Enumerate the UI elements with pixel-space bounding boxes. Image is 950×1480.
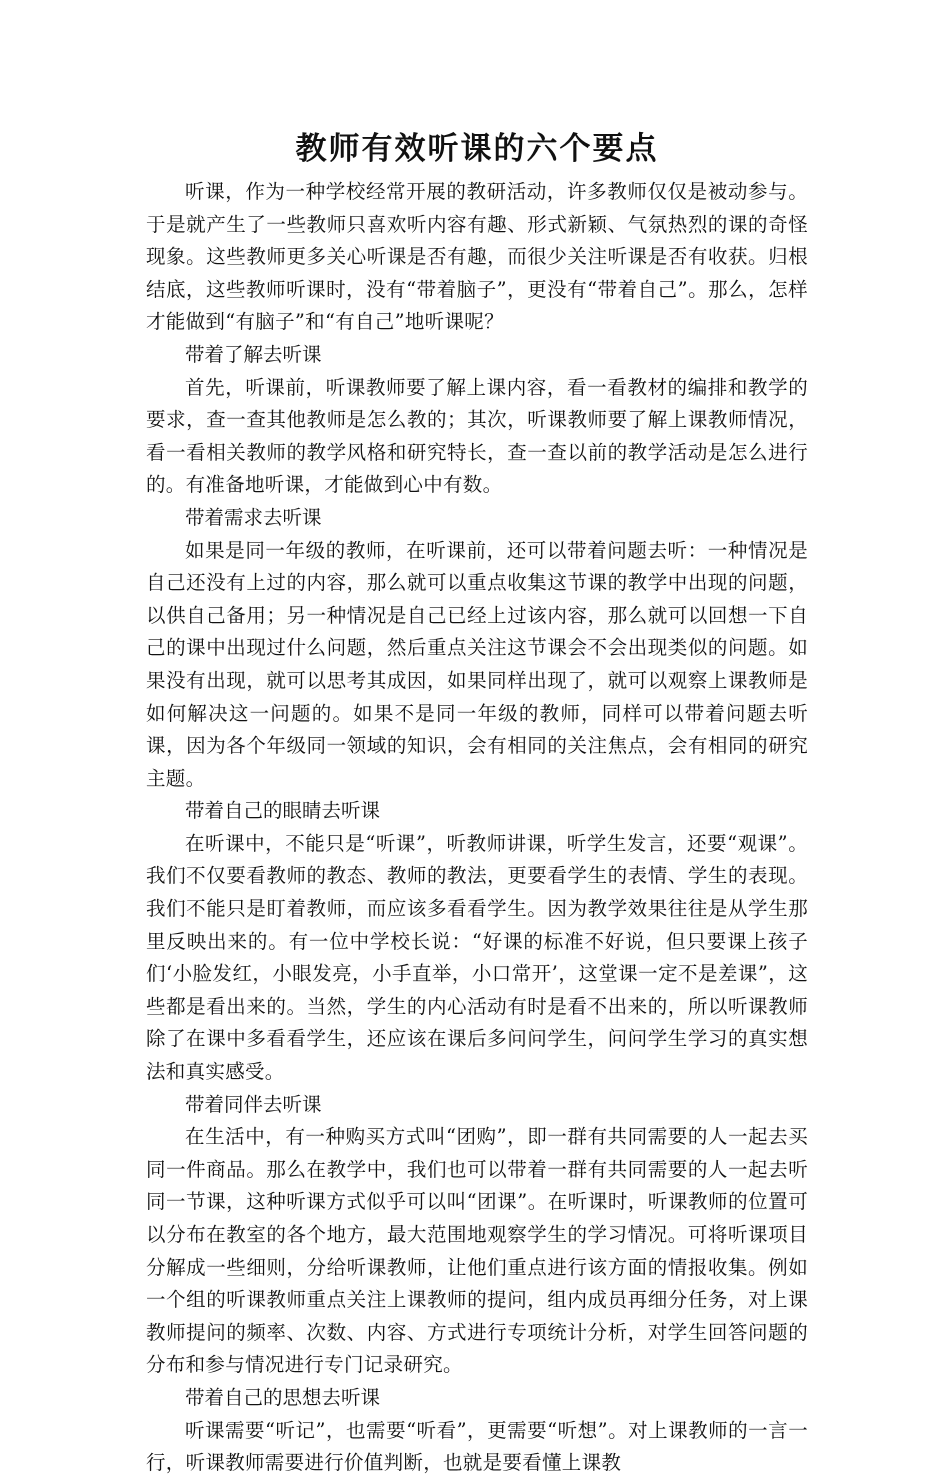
section-heading: 带着自己的眼睛去听课: [185, 799, 381, 823]
section-paragraph: 首先，听课前，听课教师要了解上课内容，看一看教材的编排和教学的要求，查一查其他教师是怎么教的；其次，听课教师要了解上课教师情况，看一看相关教师的教学风格和研究特长，查一查以前的教学活动是怎么进行的。有准备地听课，才能做到心中有数。: [146, 375, 808, 497]
section-heading: 带着自己的思想去听课: [185, 1385, 381, 1409]
section-heading: 带着需求去听课: [185, 505, 322, 529]
section-paragraph: 在生活中，有一种购买方式叫“团购”，即一群有共同需要的人一起去买同一件商品。那么在教学中，我们也可以带着一群有共同需要的人一起去听同一节课，这种听课方式似乎可以叫“团课”。在听课时，听课教师的位置可以分布在教室的各个地方，最大范围地观察学生的学习情况。可将听课项目分解成一些细则，分给听课教师，让他们重点进行该方面的情报收集。例如一个组的听课教师重点关注上课教师的提问，组内成员再细分任务，对上课教师提问的频率、次数、内容、方式进行专项统计分析，对学生回答问题的分布和参与情况进行专门记录研究。: [146, 1125, 808, 1377]
section-paragraph: 如果是同一年级的教师，在听课前，还可以带着问题去听：一种情况是自己还没有上过的内容，那么就可以重点收集这节课的教学中出现的问题，以供自己备用；另一种情况是自己已经上过该内容，那么就可以回想一下自己的课中出现过什么问题，然后重点关注这节课会不会出现类似的问题。如果没有出现，就可以思考其成因，如果同样出现了，就可以观察上课教师是如何解决这一问题的。如果不是同一年级的教师，同样可以带着问题去听课，因为各个年级同一领域的知识，会有相同的关注焦点，会有相同的研究主题。: [146, 538, 808, 790]
document-page: [146, 128, 808, 1480]
document-title: 教师有效听课的六个要点: [295, 131, 659, 167]
section-heading: 带着同伴去听课: [185, 1092, 322, 1116]
section-heading: 带着了解去听课: [185, 342, 322, 366]
section-paragraph: 在听课中，不能只是“听课”，听教师讲课，听学生发言，还要“观课”。我们不仅要看教师的教态、教师的教法，更要看学生的表情、学生的表现。我们不能只是盯着教师，而应该多看看学生。因为教学效果往往是从学生那里反映出来的。有一位中学校长说：“好课的标准不好说，但只要课上孩子们‘小脸发红，小眼发亮，小手直举，小口常开’，这堂课一定不是差课”，这些都是看出来的。当然，学生的内心活动有时是看不出来的，所以听课教师除了在课中多看看学生，还应该在课后多问问学生，问问学生学习的真实想法和真实感受。: [146, 831, 808, 1084]
intro-paragraph: 听课，作为一种学校经常开展的教研活动，许多教师仅仅是被动参与。于是就产生了一些教师只喜欢听内容有趣、形式新颖、气氛热烈的课的奇怪现象。这些教师更多关心听课是否有趣，而很少关注听课是否有收获。归根结底，这些教师听课时，没有“带着脑子”，更没有“带着自己”。那么，怎样才能做到“有脑子”和“有自己”地听课呢？: [146, 180, 808, 334]
section-paragraph: 听课需要“听记”，也需要“听看”，更需要“听想”。对上课教师的一言一行，听课教师需要进行价值判断，也就是要看懂上课教: [146, 1418, 808, 1475]
